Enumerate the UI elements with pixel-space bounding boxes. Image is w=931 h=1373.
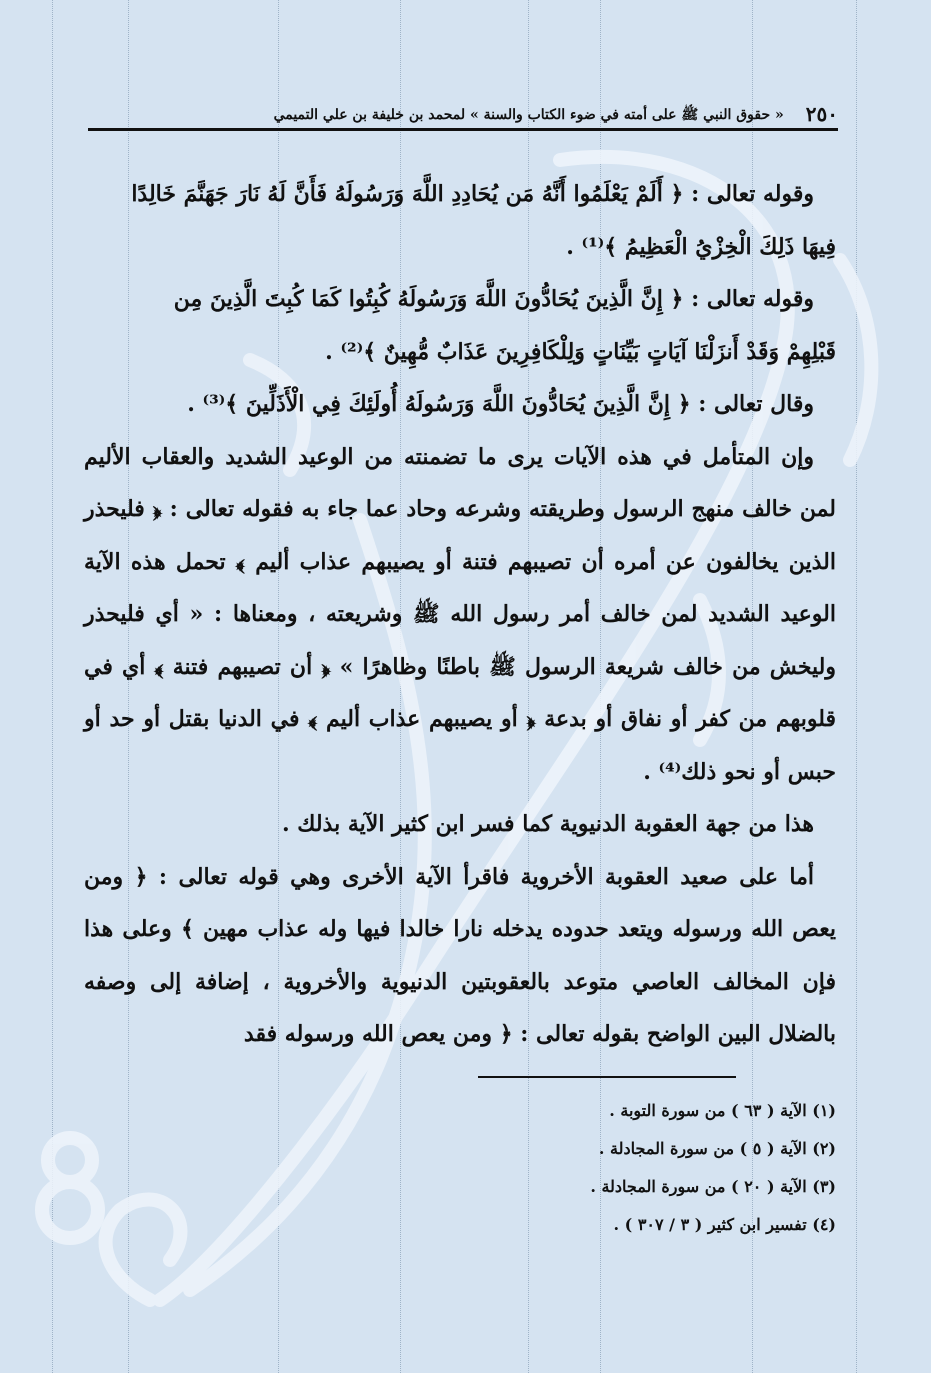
footnote-2: (٢) الآية ( ٥ ) من سورة المجادلة . — [598, 1139, 836, 1158]
paragraph-reflection: وإن المتأمل في هذه الآيات يرى ما تضمنته من الوعيد الشديد والعقاب الأليم لمن خالف منهج الرسول وطريقته وشرعه وحاد عما جاء به فقوله تعالى : ﴿ فليحذر الذين يخالفون عن أمره أن تصيبهم فتنة أو يصيبهم عذاب أليم ﴾ تحمل هذه الآية الوعيد الشديد لمن خالف أمر رسول الله ﷺ وشريعته ، ومعناها : « أي فليحذر وليخش من خالف شريعة الرسول ﷺ باطنًا وظاهرًا » ﴿ أن تصيبهم فتنة ﴾ أي في قلوبهم من كفر أو نفاق أو بدعة ﴿ أو يصيبهم عذاب أليم ﴾ في الدنيا بقتل أو حد أو حبس أو نحو ذلك⁽⁴⁾ . — [84, 443, 836, 785]
paragraph-verse-2a: وقوله تعالى : ﴿ إِنَّ الَّذِينَ يُحَادُّونَ اللَّهَ وَرَسُولَهُ كُبِتُوا كَمَا كُبِتَ الَّذِينَ مِن — [173, 286, 814, 312]
paragraph-worldly-punishment: هذا من جهة العقوبة الدنيوية كما فسر ابن كثير الآية بذلك . — [281, 811, 814, 837]
paragraph-afterlife-punishment: أما على صعيد العقوبة الأخروية فاقرأ الآية الأخرى وهي قوله تعالى : ﴿ ومن يعص الله ورسوله ويتعد حدوده يدخله نارا خالدا فيها وله عذاب مهين ﴾ وعلى هذا فإن المخالف العاصي متوعد بالعقوبتين الدنيوية والأخروية ، إضافة إلى وصفه بالضلال البين الواضح بقوله تعالى : ﴿ ومن يعص الله ورسوله فقد — [84, 863, 836, 1047]
running-header — [88, 92, 838, 126]
header-title: « حقوق النبي ﷺ على أمته في ضوء الكتاب والسنة » لمحمد بن خليفة بن علي التميمي — [273, 107, 784, 123]
footnote-4: (٤) تفسير ابن كثير ( ٣ / ٣٠٧ ) . — [613, 1215, 836, 1234]
footnote-rule — [478, 1076, 736, 1078]
paragraph-verse-3: وقال تعالى : ﴿ إِنَّ الَّذِينَ يُحَادُّونَ اللَّهَ وَرَسُولَهُ أُولَئِكَ فِي الْأَذَلِّينَ ﴾⁽³⁾ . — [187, 391, 814, 417]
paragraph-verse-1a: وقوله تعالى : ﴿ أَلَمْ يَعْلَمُوا أَنَّهُ مَن يُحَادِدِ اللَّهَ وَرَسُولَهُ فَأَنَّ لَهُ نَارَ جَهَنَّمَ خَالِدًا — [131, 181, 814, 207]
page-number: ٢٥٠ — [805, 102, 838, 126]
guide-line — [856, 0, 857, 1373]
body-text — [84, 168, 836, 1061]
paragraph-verse-2b: قَبْلِهِمْ وَقَدْ أَنزَلْنَا آيَاتٍ بَيِّنَاتٍ وَلِلْكَافِرِينَ عَذَابٌ مُّهِينٌ ﴾⁽²⁾ . — [325, 338, 836, 365]
guide-line — [52, 0, 53, 1373]
footnotes — [300, 1092, 836, 1244]
footnote-3: (٣) الآية ( ٢٠ ) من سورة المجادلة . — [590, 1177, 836, 1196]
header-rule — [88, 128, 838, 131]
paragraph-verse-1b: فِيهَا ذَلِكَ الْخِزْيُ الْعَظِيمُ ﴾⁽¹⁾ . — [566, 233, 836, 260]
footnote-1: (١) الآية ( ٦٣ ) من سورة التوبة . — [609, 1101, 836, 1120]
